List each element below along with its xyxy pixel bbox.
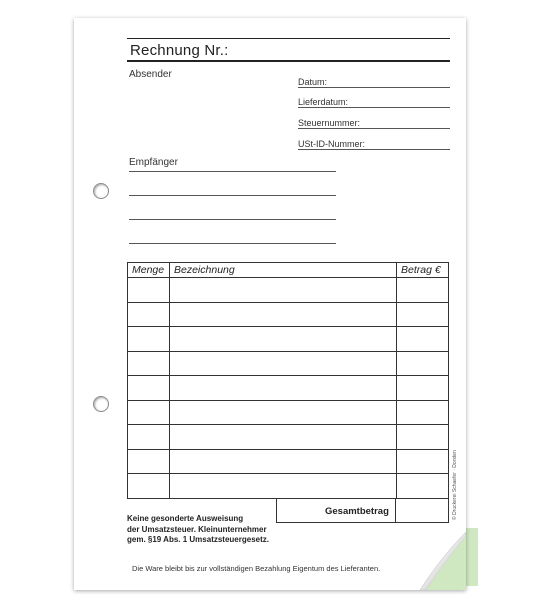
sender-label: Absender (129, 69, 172, 80)
table-row[interactable] (128, 351, 448, 352)
tax-number-label: Steuernummer: (298, 118, 361, 128)
invoice-number-label: Rechnung Nr.: (130, 42, 229, 59)
table-row[interactable] (128, 302, 448, 303)
title-rule-top (127, 38, 450, 39)
punch-hole-bottom (93, 396, 109, 412)
delivery-date-line[interactable] (298, 107, 450, 108)
table-header-divider (128, 277, 448, 278)
date-line[interactable] (298, 87, 450, 88)
table-row[interactable] (128, 449, 448, 450)
tax-note-line-3: gem. §19 Abs. 1 Umsatzsteuergesetz. (127, 535, 269, 544)
tax-note-line-1: Keine gesonderte Ausweisung (127, 514, 244, 523)
date-label: Datum: (298, 77, 328, 87)
description-header: Bezeichnung (174, 264, 235, 276)
recipient-line-4[interactable] (129, 243, 336, 244)
punch-hole-top (93, 183, 109, 199)
recipient-line-2[interactable] (129, 195, 336, 196)
retention-of-title-note: Die Ware bleibt bis zur vollständigen Bezahlung Eigentum des Lieferanten. (132, 564, 381, 573)
table-row[interactable] (128, 424, 448, 425)
vat-id-line[interactable] (298, 149, 450, 150)
quantity-column-divider (169, 263, 170, 498)
table-row[interactable] (128, 400, 448, 401)
table-row[interactable] (128, 375, 448, 376)
table-row[interactable] (128, 473, 448, 474)
tax-note-line-2: der Umsatzsteuer. Kleinunternehmer (127, 524, 267, 534)
total-amount-divider (395, 499, 396, 522)
amount-column-divider (396, 263, 397, 498)
copyright-note: © Druckerei Schaefer · Dorsten (452, 450, 458, 520)
quantity-header: Menge (132, 264, 165, 276)
line-items-table (127, 262, 449, 499)
recipient-line-1[interactable] (129, 171, 336, 172)
recipient-label: Empfänger (129, 157, 178, 168)
vat-id-label: USt-ID-Nummer: (298, 139, 365, 149)
page-curl (420, 532, 466, 590)
tax-exemption-note (127, 514, 277, 546)
recipient-line-3[interactable] (129, 219, 336, 220)
table-row[interactable] (128, 326, 448, 327)
tax-number-line[interactable] (298, 128, 450, 129)
delivery-date-label: Lieferdatum: (298, 97, 349, 107)
amount-header: Betrag € (401, 264, 441, 276)
title-rule-bottom (127, 60, 450, 62)
total-amount-label: Gesamtbetrag (325, 506, 389, 517)
total-amount-box[interactable] (276, 498, 449, 523)
